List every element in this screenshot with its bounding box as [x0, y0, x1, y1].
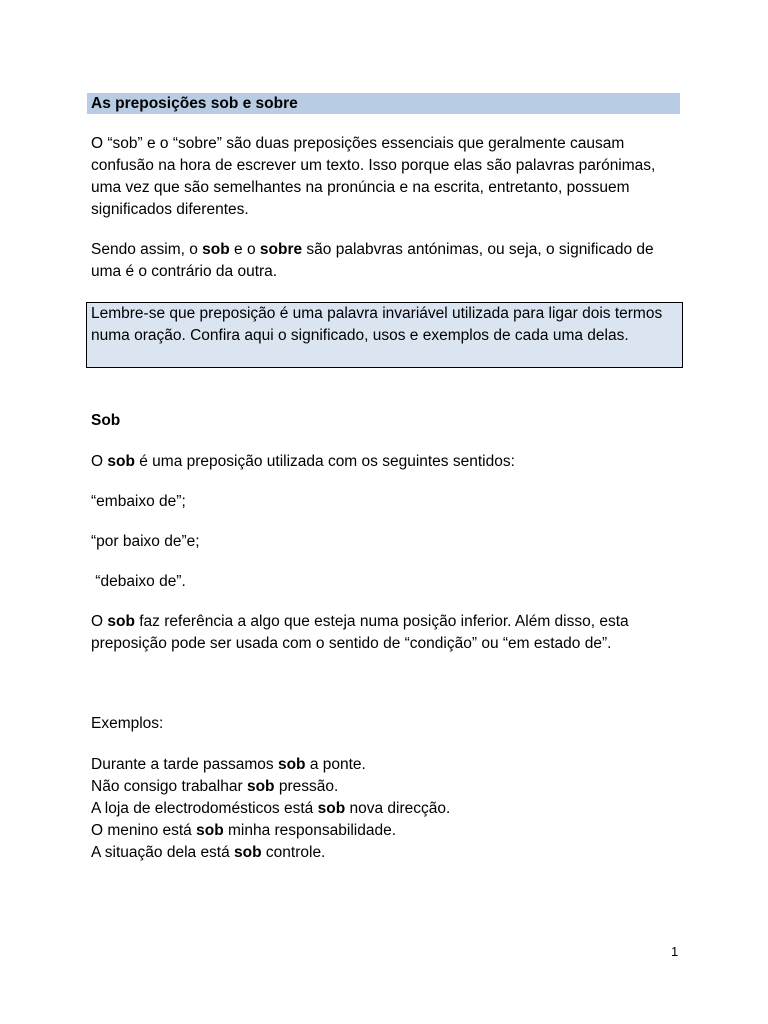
text-span: a ponte. — [305, 756, 366, 773]
text-span: Durante a tarde passamos — [91, 756, 278, 773]
sense-item: “por baixo de”e; — [91, 533, 200, 550]
text-span: faz referência a algo que esteja numa posição inferior. Além disso, esta preposição pode ser usada com o sentido de “condição” ou “em estado de”. — [91, 613, 629, 652]
sob-definition — [91, 451, 681, 473]
text-span: O — [91, 613, 108, 630]
bold-term: sob — [196, 822, 224, 839]
text-span: pressão. — [274, 778, 339, 795]
text-span: nova direcção. — [345, 800, 451, 817]
text-span: Sendo assim, o — [91, 241, 203, 258]
page-number: 1 — [671, 944, 679, 959]
bold-term: sob — [317, 800, 346, 817]
example-line — [91, 776, 681, 798]
text-span: Não consigo trabalhar — [91, 778, 247, 795]
example-line — [91, 754, 681, 776]
sense-item: “debaixo de”. — [91, 573, 186, 590]
bold-term: sobre — [259, 241, 303, 258]
bold-term: sob — [277, 756, 306, 773]
text-span: são palabvras antónimas, ou seja, o significado de uma é o contrário da outra. — [91, 241, 654, 280]
text-span: A situação dela está — [91, 844, 235, 861]
sob-usage-paragraph — [91, 611, 681, 655]
bold-term: sob — [234, 844, 262, 861]
examples-label: Exemplos: — [91, 715, 164, 732]
example-line — [91, 842, 681, 864]
note-text: Lembre-se que preposição é uma palavra invariável utilizada para ligar dois termos numa oração. Confira aqui o significado, usos e exemplos de cada uma delas. — [91, 305, 663, 344]
bold-term: sob — [107, 453, 135, 470]
bold-term: sob — [202, 241, 230, 258]
section-heading-sob: Sob — [91, 412, 121, 429]
bold-term: sob — [246, 778, 275, 795]
example-line — [91, 798, 681, 820]
text-span: é uma preposição utilizada com os seguintes sentidos: — [134, 453, 515, 470]
text-span: O menino está — [91, 822, 197, 839]
text-span: controle. — [261, 844, 326, 861]
sense-item: “embaixo de”; — [91, 493, 186, 510]
text-span: e o — [229, 241, 260, 258]
text-span: minha responsabilidade. — [223, 822, 397, 839]
text-span: A loja de electrodomésticos está — [91, 800, 318, 817]
antonyms-paragraph — [91, 239, 681, 283]
example-line — [91, 820, 681, 842]
intro-paragraph: O “sob” e o “sobre” são duas preposições essenciais que geralmente causam confusão na hora de escrever um texto. Isso porque elas são palavras parónimas, uma vez que são semelhantes na pronúncia e na escrita, entretanto, possuem significados diferentes. — [91, 135, 656, 218]
bold-term: sob — [107, 613, 135, 630]
examples-list — [91, 754, 681, 864]
text-span: O — [91, 453, 108, 470]
page-title: As preposições sob e sobre — [91, 95, 298, 112]
